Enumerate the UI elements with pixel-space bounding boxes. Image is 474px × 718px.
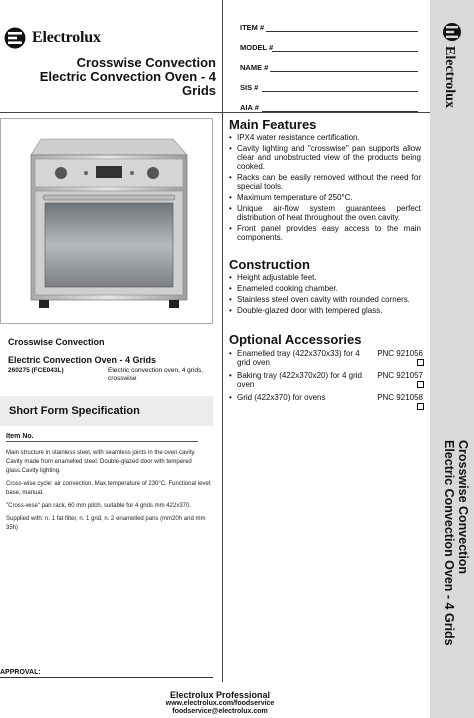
approval-label: APPROVAL: <box>0 669 41 676</box>
short-form-title: Short Form Specification <box>9 405 140 417</box>
list-item: • IPX4 water resistance certification. <box>229 133 421 142</box>
accessory-pnc: PNC 921057 <box>377 371 423 380</box>
accessory-name: Baking tray (422x370x20) for 4 grid oven <box>237 371 362 389</box>
footer-website[interactable]: www.electrolux.com/foodservice <box>165 700 275 707</box>
short-form-paragraph: Cross-wise cycle: air convection. Max.temperature of 230°C. Functional level: base, manual. <box>6 481 212 496</box>
electrolux-logo-icon <box>4 27 26 49</box>
item-field-label: ITEM # <box>240 23 265 32</box>
model-code: 260275 (FCE043L) <box>8 367 64 374</box>
title-line-2: Electric Convection Oven - 4 <box>39 69 216 84</box>
item-fields <box>240 14 418 114</box>
side-band-logo <box>431 20 473 135</box>
accessories-list <box>229 349 423 415</box>
name-field-label: NAME # <box>240 63 269 72</box>
header-divider-vertical <box>222 0 223 112</box>
accessory-row <box>229 371 423 393</box>
list-item: • Cavity lighting and "crosswise" pan supports allow clear and unobstructed view of the products being cooked. <box>229 144 421 171</box>
accessories-title: Optional Accessories <box>229 332 362 347</box>
product-name-line-1: Crosswise Convection <box>8 337 105 347</box>
footer-email[interactable]: foodservice@electrolux.com <box>172 708 268 715</box>
short-form-text <box>6 449 212 537</box>
sis-field[interactable] <box>240 74 418 94</box>
construction-list <box>229 273 421 317</box>
short-form-paragraph: "Cross-wise" pan rack, 60 mm pitch, suitable for 4 grids mm 422x370. <box>6 503 191 509</box>
brand-logo <box>4 24 119 52</box>
short-form-paragraph: Main structure in stainless steel, with seamless joints in the oven cavity. Cavity made from enamelled steel. Double-glazed door with tempered glass.Cavity lighting. <box>6 450 196 474</box>
item-no-line <box>6 441 198 442</box>
accessory-row <box>229 393 423 415</box>
accessory-checkbox[interactable] <box>417 381 424 388</box>
name-field[interactable] <box>240 54 418 74</box>
construction-title: Construction <box>229 257 310 272</box>
model-field[interactable] <box>240 34 418 54</box>
accessory-name: Enamelled tray (422x370x33) for 4 grid oven <box>237 349 360 367</box>
main-features-list <box>229 133 421 244</box>
item-no-label: Item No. <box>6 433 34 440</box>
model-field-label: MODEL # <box>240 43 274 52</box>
accessory-checkbox[interactable] <box>417 403 424 410</box>
list-item: • Height adjustable feet. <box>229 273 421 282</box>
footer-company: Electrolux Professional <box>169 690 271 700</box>
side-band-title-line2: Electric Convection Oven - 4 Grids <box>442 440 456 646</box>
list-item: • Enameled cooking chamber. <box>229 284 421 293</box>
accessory-pnc: PNC 921058 <box>377 393 423 402</box>
title-line-1: Crosswise Convection <box>76 55 216 70</box>
aia-field[interactable] <box>240 94 418 114</box>
side-band-brand: Electrolux <box>442 46 457 108</box>
list-item: • Racks can be easily removed without the need for special tools. <box>229 173 421 191</box>
item-field[interactable] <box>240 14 418 34</box>
side-band-title <box>433 440 473 712</box>
side-band-title-line1: Crosswise Convection <box>456 440 470 575</box>
short-form-paragraph: Supplied with: n. 1 fat filter, n. 1 grid, n. 2 enamelled pans (mm20h and mm 35h) <box>6 516 206 531</box>
aia-field-label: AIA # <box>240 103 259 112</box>
title-line-3: Grids <box>182 83 216 98</box>
model-description: Electric convection oven, 4 grids, crosswise <box>108 367 204 382</box>
list-item: • Double-glazed door with tempered glass. <box>229 306 421 315</box>
brand-name: Electrolux <box>32 29 101 46</box>
bullet: • <box>229 393 232 402</box>
main-features-title: Main Features <box>229 117 317 132</box>
list-item: • Maximum temperature of 250°C. <box>229 193 421 202</box>
column-divider <box>222 112 223 682</box>
list-item: • Front panel provides easy access to the main components. <box>229 224 421 242</box>
product-name-line-2: Electric Convection Oven - 4 Grids <box>8 355 157 365</box>
list-item: • Unique air-flow system guarantees perfect distribution of heat throughout the oven cavity. <box>229 204 421 222</box>
product-name <box>8 333 156 369</box>
footer <box>130 690 310 716</box>
sis-field-label: SIS # <box>240 83 259 92</box>
bullet: • <box>229 349 232 358</box>
document-title <box>10 56 216 98</box>
list-item: • Stainless steel oven cavity with rounded corners. <box>229 295 421 304</box>
accessory-name: Grid (422x370) for ovens <box>237 393 326 402</box>
accessory-checkbox[interactable] <box>417 359 424 366</box>
product-photo <box>0 118 213 324</box>
accessory-pnc: PNC 921056 <box>377 349 423 358</box>
approval-line <box>0 677 213 678</box>
bullet: • <box>229 371 232 380</box>
accessory-row <box>229 349 423 371</box>
oven-illustration <box>1 119 212 323</box>
header-divider-horizontal <box>0 112 430 113</box>
